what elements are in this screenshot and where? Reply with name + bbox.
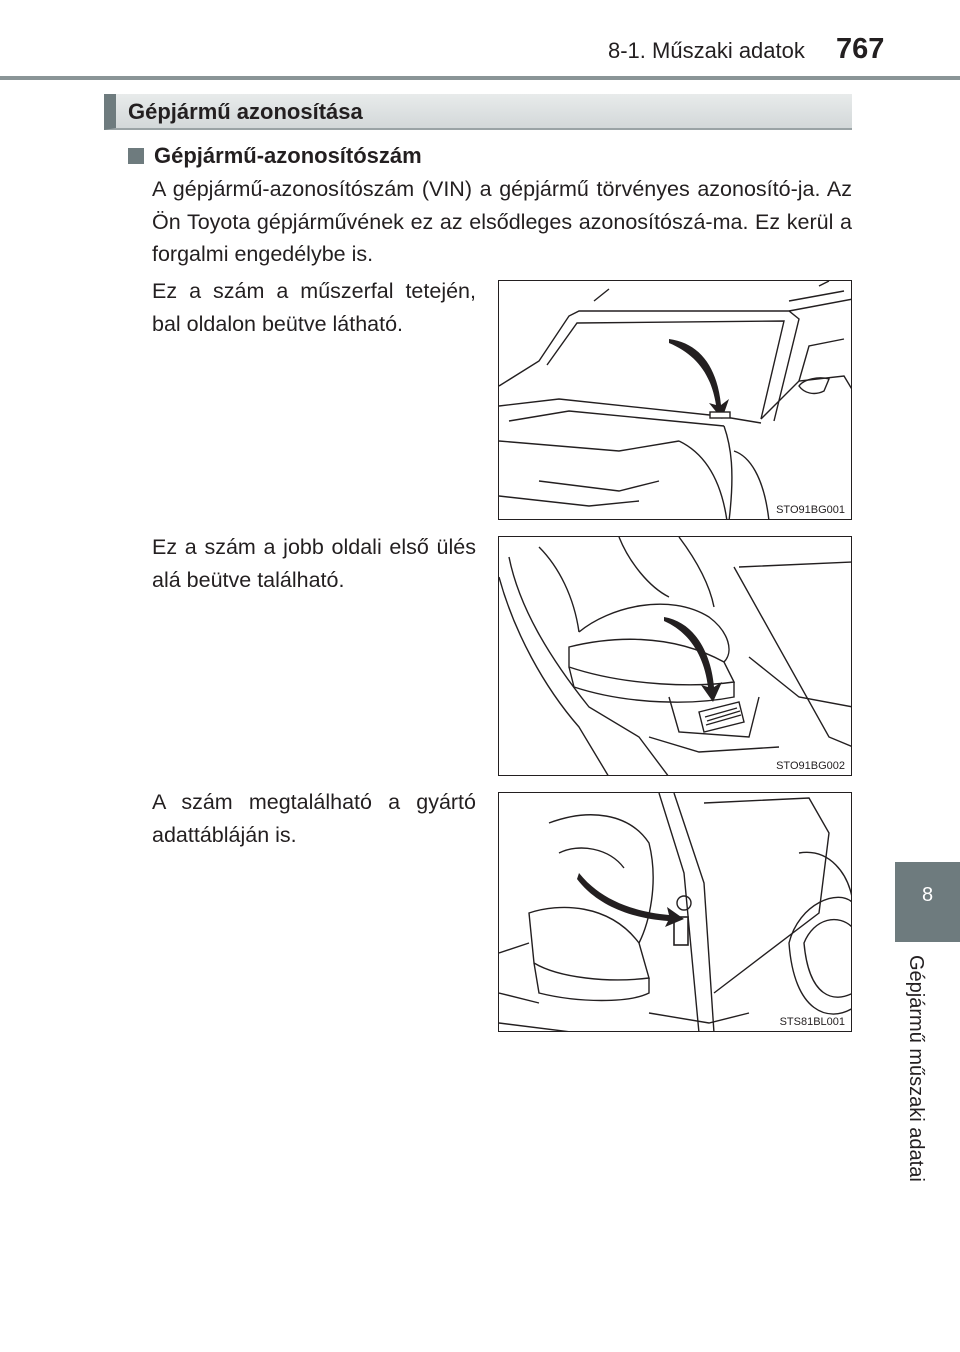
- seat-illustration: [499, 537, 852, 776]
- chapter-title: 8-1. Műszaki adatok: [608, 38, 805, 63]
- subsection-heading: [128, 143, 422, 169]
- intro-paragraph: A gépjármű-azonosítószám (VIN) a gépjármű törvényes azonosító-ja. Az Ön Toyota gépjárművének ez az elsődleges azonosítószá-ma. Ez kerül a forgalmi engedélybe is.: [152, 177, 852, 266]
- header-rule: [0, 76, 960, 80]
- figure-code-3: STS81BL001: [779, 1016, 845, 1028]
- square-bullet-icon: [128, 148, 144, 164]
- page-number: 767: [836, 33, 885, 65]
- figure-code-2: STO91BG002: [776, 760, 845, 772]
- subsection-title: Gépjármű-azonosítószám: [154, 143, 422, 168]
- location-text-dashboard: Ez a szám a műszerfal tetején, bal oldalon beütve látható.: [152, 279, 476, 336]
- pointer-arrow-icon: [577, 873, 684, 927]
- chapter-number: 8: [921, 884, 934, 906]
- pointer-arrow-icon: [664, 617, 722, 702]
- figure-seat-vin: [498, 536, 852, 776]
- figure-plate-vin: [498, 792, 852, 1032]
- figure-dashboard-vin: [498, 280, 852, 520]
- dashboard-illustration: [499, 281, 852, 520]
- location-text-seat: Ez a szám a jobb oldali első ülés alá beütve található.: [152, 535, 476, 592]
- door-pillar-illustration: [499, 793, 852, 1032]
- section-header: [104, 94, 852, 130]
- chapter-name: Gépjármű műszaki adatai: [905, 955, 927, 1182]
- location-text-plate: A szám megtalálható a gyártó adattábláján is.: [152, 790, 476, 847]
- vin-plate-icon: [710, 412, 730, 418]
- chapter-tab[interactable]: [895, 862, 960, 942]
- section-title: Gépjármű azonosítása: [128, 99, 363, 124]
- chapter-side-label: [896, 955, 936, 1195]
- figure-code-1: STO91BG001: [776, 504, 845, 516]
- pointer-arrow-icon: [669, 339, 729, 419]
